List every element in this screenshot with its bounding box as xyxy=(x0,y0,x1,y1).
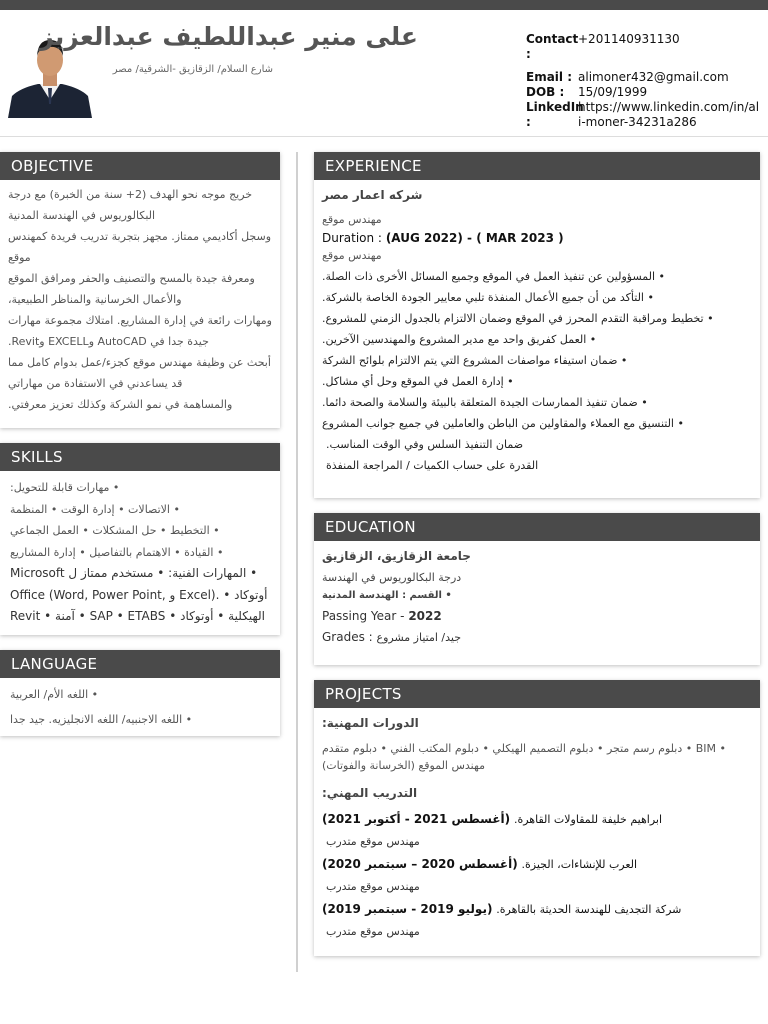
contact-phone-row xyxy=(526,32,762,62)
duration-value: (AUG 2022) - ( MAR 2023 ) xyxy=(385,231,564,245)
skills-heading: SKILLS xyxy=(0,443,280,471)
contact-label: DOB : xyxy=(526,85,565,99)
header-divider xyxy=(0,136,768,137)
duration-label: Duration : xyxy=(322,231,382,245)
objective-line: ومهارات رائعة في إدارة المشاريع. امتلاك مجموعة مهارات xyxy=(7,314,272,327)
language-line: • اللغه الاجنبيه/ اللغه الانجليزيه. جيد جدا xyxy=(10,713,193,726)
training-role: مهندس موقع متدرب xyxy=(326,925,420,938)
training-dates: (يوليو 2019 - سبتمبر 2019) xyxy=(322,902,493,916)
experience-heading: EXPERIENCE xyxy=(314,152,760,180)
experience-duration xyxy=(322,230,752,246)
objective-line: قد يساعدني في الاستفادة من مهاراتي xyxy=(8,377,183,390)
address: شارع السلام/ الزقازيق -الشرقية/ مصر xyxy=(112,64,273,75)
training-company: العرب للإنشاءات، الجيزة. xyxy=(521,858,638,871)
skill-line: Office (Word, Power Point, و Excel). • أوتوكاد xyxy=(10,587,268,602)
full-name: على منير عبداللطيف عبدالعزيز xyxy=(39,22,418,51)
objective-line: خريج موجه نحو الهدف (2+ سنة من الخبرة) مع درجة xyxy=(8,188,253,201)
courses-title: الدورات المهنية: xyxy=(322,716,419,730)
objective-line: ومعرفة جيدة بالمسح والتصنيف والحفر ومرافق الموقع xyxy=(8,272,255,285)
training-company: شركة التجديف للهندسة الحديثة بالقاهرة. xyxy=(496,903,682,916)
training-role: مهندس موقع متدرب xyxy=(326,880,420,893)
education-card xyxy=(314,513,760,665)
training-item xyxy=(322,898,752,921)
experience-card xyxy=(314,152,760,498)
contact-dob-row xyxy=(526,85,762,100)
experience-bullet: القدرة على حساب الكميات / المراجعة المنفذة xyxy=(326,459,539,472)
experience-bullet: • التنسيق مع العملاء والمقاولين من الباطن والعاملين في جميع جوانب المشروع xyxy=(322,417,684,430)
experience-bullet: • تخطيط ومراقبة التقدم المحرز في الموقع وضمان الالتزام بالجدول الزمني للمشروع. xyxy=(322,312,714,325)
education-degree: درجة البكالوريوس في الهندسة xyxy=(322,571,462,584)
experience-bullet: • ضمان تنفيذ الممارسات الجيدة المتعلقة بالبيئة والسلامة والصحة دائما. xyxy=(322,396,648,409)
projects-card xyxy=(314,680,760,956)
experience-bullet: • التأكد من أن جميع الأعمال المنفذة تلبي معايير الجودة الخاصة بالشركة. xyxy=(322,291,654,304)
education-dept: • القسم : الهندسة المدنية xyxy=(322,590,452,601)
courses-line: • BIM • دبلوم رسم متجر • دبلوم التصميم الهيكلي • دبلوم المكتب الفني • دبلوم متقدم xyxy=(322,742,727,755)
contact-linkedin-row xyxy=(526,100,762,130)
courses-line: مهندس الموقع (الخرسانة والفوتات) xyxy=(322,759,485,772)
objective-line: موقع xyxy=(8,251,31,264)
objective-line: وسجل أكاديمي ممتاز. مجهز بتجربة تدريب فريدة كمهندس xyxy=(8,230,272,243)
objective-heading: OBJECTIVE xyxy=(0,152,280,180)
skill-line: • المهارات الفنية: • مستخدم ممتاز ل Microsoft xyxy=(10,566,258,580)
contact-label: Contact : xyxy=(526,32,579,61)
training-item xyxy=(322,808,752,831)
training-dates: (أغسطس 2021 - أكتوبر 2021) xyxy=(322,812,511,826)
language-card xyxy=(0,650,280,736)
skill-line: الهيكلية • أوتوكاد • SAP • ETABS • آمنة • Revit xyxy=(10,609,265,623)
experience-bullet: • العمل كفريق واحد مع مدير المشروع والمهندسين الآخرين. xyxy=(322,333,597,346)
grades-label: Grades : xyxy=(322,630,373,644)
skill-line: • التخطيط • حل المشكلات • العمل الجماعي xyxy=(10,524,220,537)
contact-email-row xyxy=(526,70,762,85)
education-grades xyxy=(322,627,752,648)
training-item xyxy=(322,853,752,876)
grades-value: جيد/ امتياز مشروع xyxy=(376,631,462,644)
column-divider xyxy=(296,152,298,972)
passing-label: Passing Year - xyxy=(322,609,405,623)
skill-line: • الاتصالات • إدارة الوقت • المنظمة xyxy=(10,502,180,516)
education-heading: EDUCATION xyxy=(314,513,760,541)
projects-heading: PROJECTS xyxy=(314,680,760,708)
education-passing-year xyxy=(322,605,752,627)
experience-role: مهندس موقع xyxy=(322,213,382,226)
objective-text xyxy=(0,180,280,415)
experience-bullet: • إدارة العمل في الموقع وحل أي مشاكل. xyxy=(322,375,514,388)
experience-company: شركه اعمار مصر xyxy=(322,188,423,202)
contact-label: LinkedIn : xyxy=(526,100,584,129)
training-company: ابراهيم خليفة للمقاولات القاهرة. xyxy=(513,813,663,826)
objective-line: البكالوريوس في الهندسة المدنية xyxy=(8,209,156,222)
contact-block xyxy=(526,32,762,130)
objective-line: أبحث عن وظيفة مهندس موقع كجزء/عمل بدوام كامل مما xyxy=(8,356,271,369)
skills-card xyxy=(0,443,280,635)
language-heading: LANGUAGE xyxy=(0,650,280,678)
training-role: مهندس موقع متدرب xyxy=(326,835,420,848)
experience-bullet: • المسؤولين عن تنفيذ العمل في الموقع وجميع المسائل الأخرى ذات الصلة. xyxy=(322,270,666,283)
training-dates: (أغسطس 2020 – سبتمبر 2020) xyxy=(322,857,518,871)
experience-bullet: • ضمان استيفاء مواصفات المشروع التي يتم الالتزام بلوائح الشركة xyxy=(322,354,628,367)
objective-line: والمساهمة في نمو الشركة وكذلك تعزيز معرفتي. xyxy=(8,398,233,411)
skill-line: • القيادة • الاهتمام بالتفاصيل • إدارة المشاريع xyxy=(10,545,224,559)
top-bar xyxy=(0,0,768,10)
training-title: التدريب المهني: xyxy=(322,786,418,800)
contact-email[interactable]: alimoner432@gmail.com xyxy=(578,70,729,84)
objective-line: والأعمال الخرسانية والمناظر الطبيعية، xyxy=(8,293,182,306)
contact-dob: 15/09/1999 xyxy=(578,85,648,99)
experience-bullet: ضمان التنفيذ السلس وفي الوقت المناسب. xyxy=(326,438,524,451)
skill-line: • مهارات قابلة للتحويل: xyxy=(10,481,120,494)
objective-line: جيدة جدا في AutoCAD وEXCELL وRevit. xyxy=(8,335,209,348)
contact-phone[interactable]: +201140931130 xyxy=(578,32,680,46)
language-line: • اللغه الأم/ العربية xyxy=(10,688,99,701)
contact-linkedin[interactable]: https://www.linkedin.com/in/ali-moner-34231a286 xyxy=(578,100,760,129)
education-school: جامعة الزقازيق، الزقازيق xyxy=(322,549,471,563)
experience-role: مهندس موقع xyxy=(322,249,382,262)
objective-card xyxy=(0,152,280,428)
passing-value: 2022 xyxy=(408,609,442,623)
contact-label: Email : xyxy=(526,70,573,84)
